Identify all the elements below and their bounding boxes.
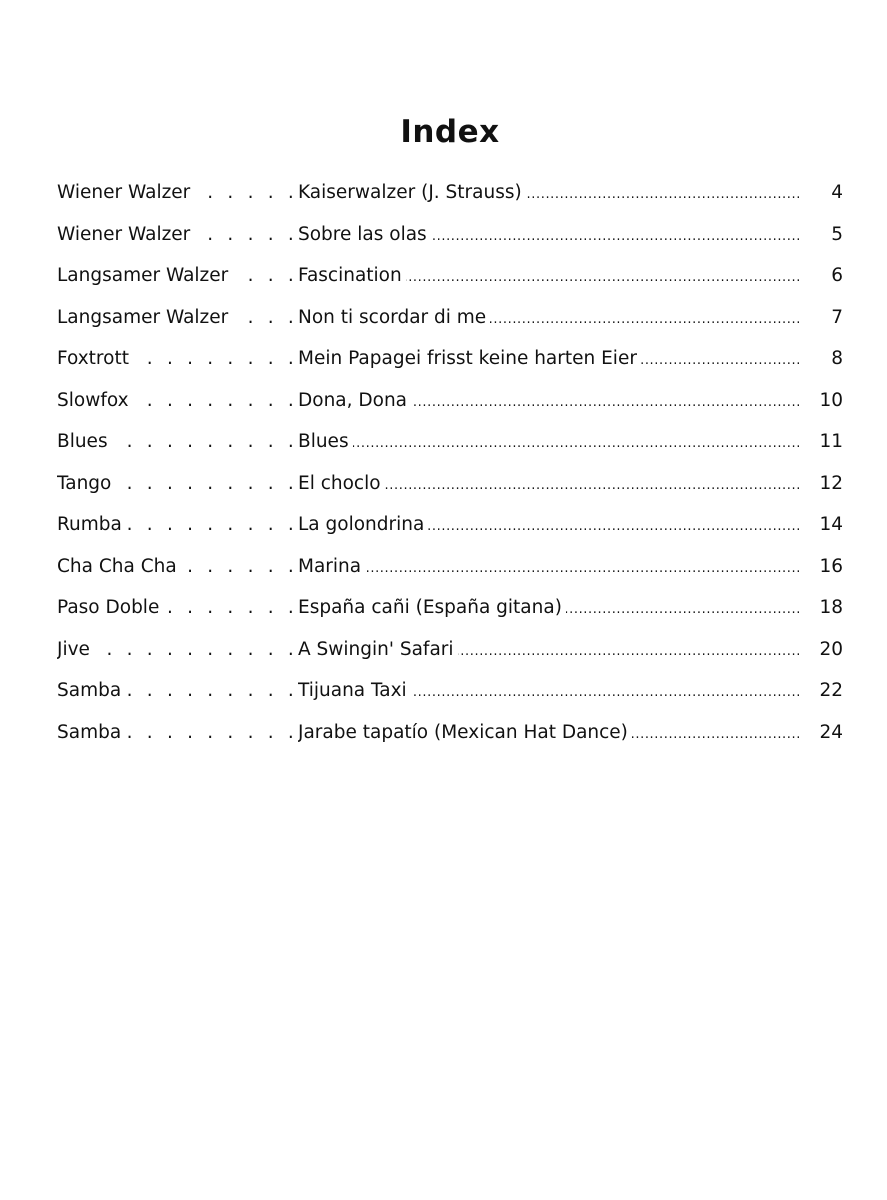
page-number: 20 <box>819 638 843 660</box>
dot-leader <box>458 631 801 673</box>
dot-leader <box>234 255 298 297</box>
page-title: Index <box>400 113 500 150</box>
dot-leader <box>117 463 298 505</box>
song-title: Dona, Dona <box>298 389 408 411</box>
dot-leader <box>431 216 801 258</box>
dance-name: Slowfox <box>57 389 129 411</box>
song-title: España cañi (España gitana) <box>298 597 562 618</box>
song-title: Non ti scordar di me <box>298 306 487 328</box>
index-entry <box>57 421 843 463</box>
dot-leader <box>127 670 298 712</box>
song-title: El choclo <box>298 472 381 494</box>
dot-leader <box>526 174 801 216</box>
dot-leader <box>114 421 298 463</box>
dance-name: Langsamer Walzer <box>57 306 229 328</box>
page-number: 10 <box>819 389 843 411</box>
dance-name: Langsamer Walzer <box>57 265 229 286</box>
page-number: 7 <box>831 306 843 328</box>
dance-name: Jive <box>57 638 90 660</box>
index-entry <box>57 670 843 712</box>
dot-leader <box>96 629 298 671</box>
page-number: 14 <box>819 514 843 535</box>
song-title: Kaiserwalzer (J. Strauss) <box>298 182 522 203</box>
dot-leader <box>365 548 801 590</box>
dot-leader <box>234 297 298 339</box>
song-title: Blues <box>298 431 349 452</box>
index-list <box>57 172 843 753</box>
index-entry <box>57 297 843 339</box>
index-entry <box>57 546 843 588</box>
dot-leader <box>128 504 298 546</box>
song-title: La golondrina <box>298 514 425 535</box>
song-title: Fascination <box>298 265 402 286</box>
dot-leader <box>411 382 801 424</box>
page-number: 22 <box>819 680 843 701</box>
dance-name: Rumba <box>57 514 122 535</box>
dance-name: Tango <box>57 472 112 494</box>
song-title: Sobre las olas <box>298 223 427 245</box>
dot-leader <box>353 423 801 465</box>
song-title: Tijuana Taxi <box>298 680 407 701</box>
dance-name: Paso Doble <box>57 597 160 618</box>
dance-name: Wiener Walzer <box>57 182 191 203</box>
page-number: 16 <box>819 555 843 577</box>
page-number: 8 <box>831 348 843 369</box>
dance-name: Samba <box>57 721 122 743</box>
index-entry <box>57 214 843 256</box>
index-entry <box>57 629 843 671</box>
index-entry <box>57 380 843 422</box>
page-number: 11 <box>819 431 843 452</box>
dot-leader <box>196 172 298 214</box>
dance-name: Blues <box>57 431 108 452</box>
page-number: 5 <box>831 223 843 245</box>
dot-leader <box>641 340 801 382</box>
dot-leader <box>183 546 298 588</box>
song-title: Jarabe tapatío (Mexican Hat Dance) <box>298 721 628 743</box>
index-entry <box>57 712 843 754</box>
page-number: 18 <box>819 597 843 618</box>
song-title: Marina <box>298 555 362 577</box>
dot-leader <box>135 380 298 422</box>
dot-leader <box>406 257 801 299</box>
index-entry <box>57 504 843 546</box>
dot-leader <box>490 299 801 341</box>
dance-name: Wiener Walzer <box>57 223 191 245</box>
dot-leader <box>196 214 298 256</box>
dot-leader <box>566 589 801 631</box>
index-entry <box>57 255 843 297</box>
dot-leader <box>165 587 298 629</box>
index-entry <box>57 463 843 505</box>
dot-leader <box>385 465 801 507</box>
page-number: 4 <box>831 182 843 203</box>
index-entry <box>57 338 843 380</box>
song-title: A Swingin' Safari <box>298 638 454 660</box>
page-number: 6 <box>831 265 843 286</box>
dot-leader <box>632 714 801 756</box>
index-entry <box>57 587 843 629</box>
page-number: 24 <box>819 721 843 743</box>
page-number: 12 <box>819 472 843 494</box>
dance-name: Foxtrott <box>57 348 129 369</box>
dance-name: Cha Cha Cha <box>57 555 177 577</box>
dot-leader <box>411 672 801 714</box>
dance-name: Samba <box>57 680 122 701</box>
song-title: Mein Papagei frisst keine harten Eier <box>298 348 637 369</box>
dot-leader <box>127 712 298 754</box>
dot-leader <box>428 506 801 548</box>
dot-leader <box>135 338 298 380</box>
index-entry <box>57 172 843 214</box>
